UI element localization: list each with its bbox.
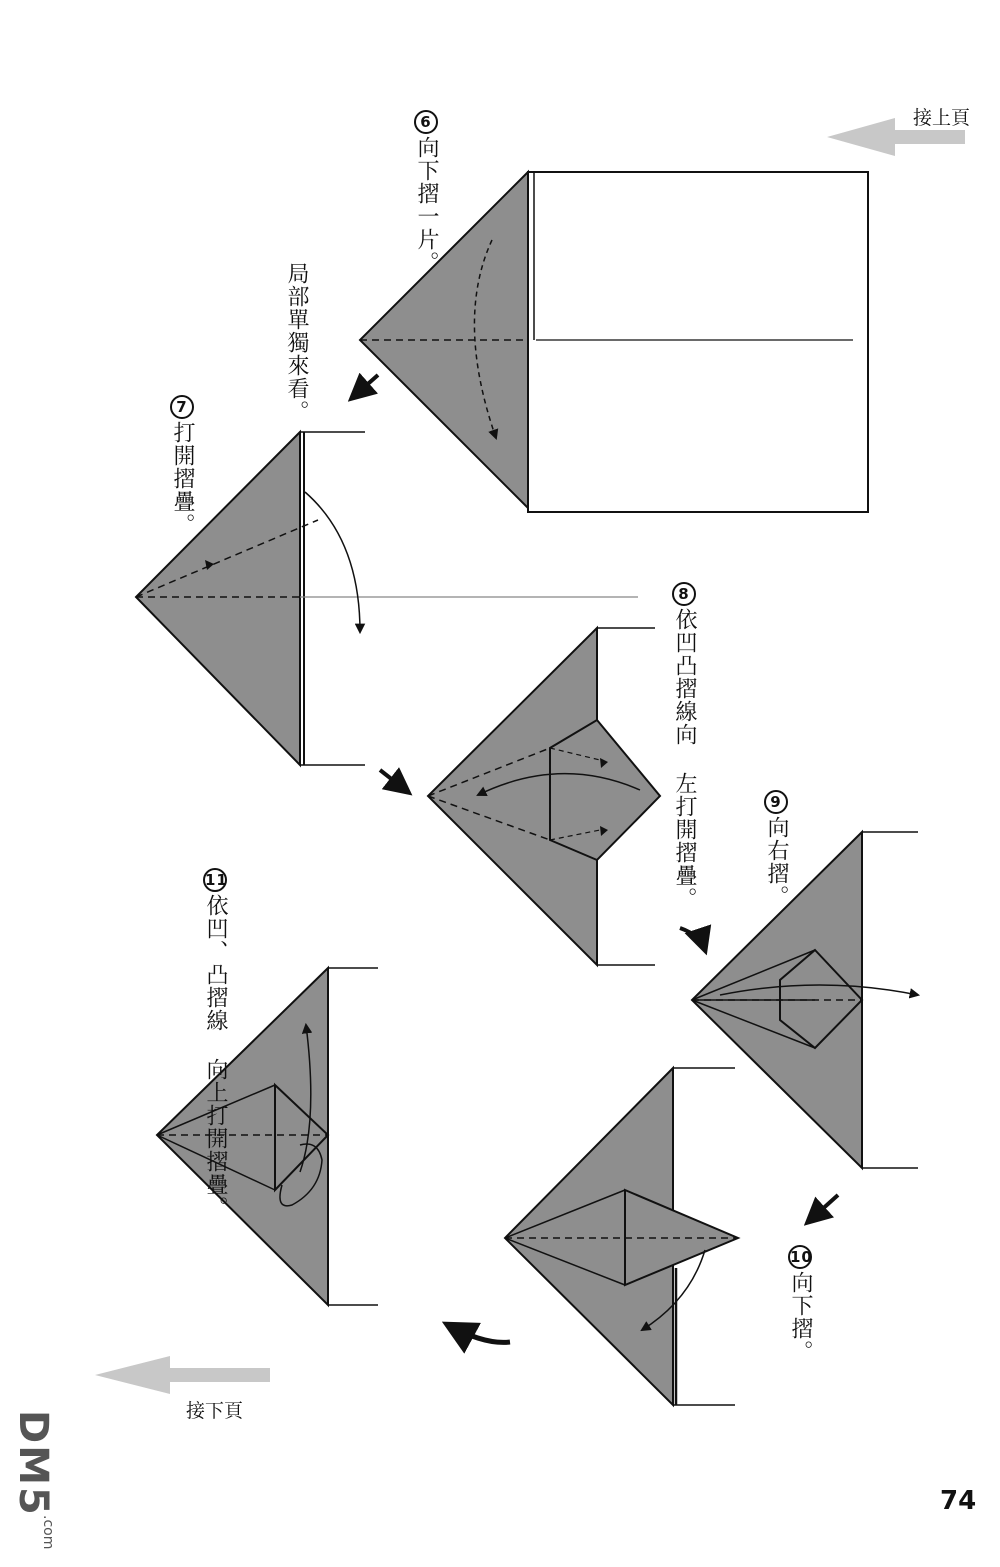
next-page-arrow <box>95 1356 270 1394</box>
step11-diagram <box>157 968 378 1305</box>
step-text: 向下摺一片。 <box>414 136 439 274</box>
step-number: 9 <box>764 790 788 814</box>
step-arrow-7-8 <box>380 770 408 792</box>
step6-label <box>414 110 438 274</box>
step-arrow-9-10 <box>808 1195 838 1222</box>
step9-label <box>764 790 788 908</box>
note-line: 來看。 <box>284 354 309 423</box>
next-page-label: 接下頁 <box>186 1400 244 1422</box>
note-line: 局部單獨 <box>284 262 309 354</box>
step-number: 6 <box>414 110 438 134</box>
prev-page-label: 接上頁 <box>913 107 971 129</box>
watermark-logo <box>10 1410 56 1517</box>
step-number: 7 <box>170 395 194 419</box>
watermark-logo-text: DM5 <box>10 1410 56 1517</box>
step10-diagram <box>505 1068 738 1405</box>
step-text: 向下摺。 <box>788 1271 813 1363</box>
step-arrow-8-9 <box>680 928 705 950</box>
step9-diagram <box>692 832 918 1168</box>
step-text: 向右摺。 <box>764 816 789 908</box>
step-number: 10 <box>788 1245 812 1269</box>
step7-label <box>170 395 194 536</box>
step-text-line: 向上打開摺疊。 <box>203 1058 228 1219</box>
step-text-line: 左打開摺疊。 <box>672 772 697 910</box>
step-text-line: 依凹、凸摺線 <box>203 894 228 1032</box>
step-arrow-10-11 <box>448 1325 510 1342</box>
step8-label <box>672 582 696 910</box>
step-arrow-6-7 <box>352 375 378 398</box>
step-text: 打開摺疊。 <box>170 421 195 536</box>
step-text-line: 依凹凸摺線向 <box>672 608 697 746</box>
step-number: 11 <box>203 868 227 892</box>
watermark-suffix <box>40 1515 56 1549</box>
step8-diagram <box>428 628 660 965</box>
step10-label <box>788 1245 812 1363</box>
page-number: 74 <box>940 1486 977 1516</box>
detail-note <box>284 262 308 423</box>
step11-label <box>203 868 227 1219</box>
step-number: 8 <box>672 582 696 606</box>
watermark-suffix-text: .com <box>40 1515 56 1550</box>
